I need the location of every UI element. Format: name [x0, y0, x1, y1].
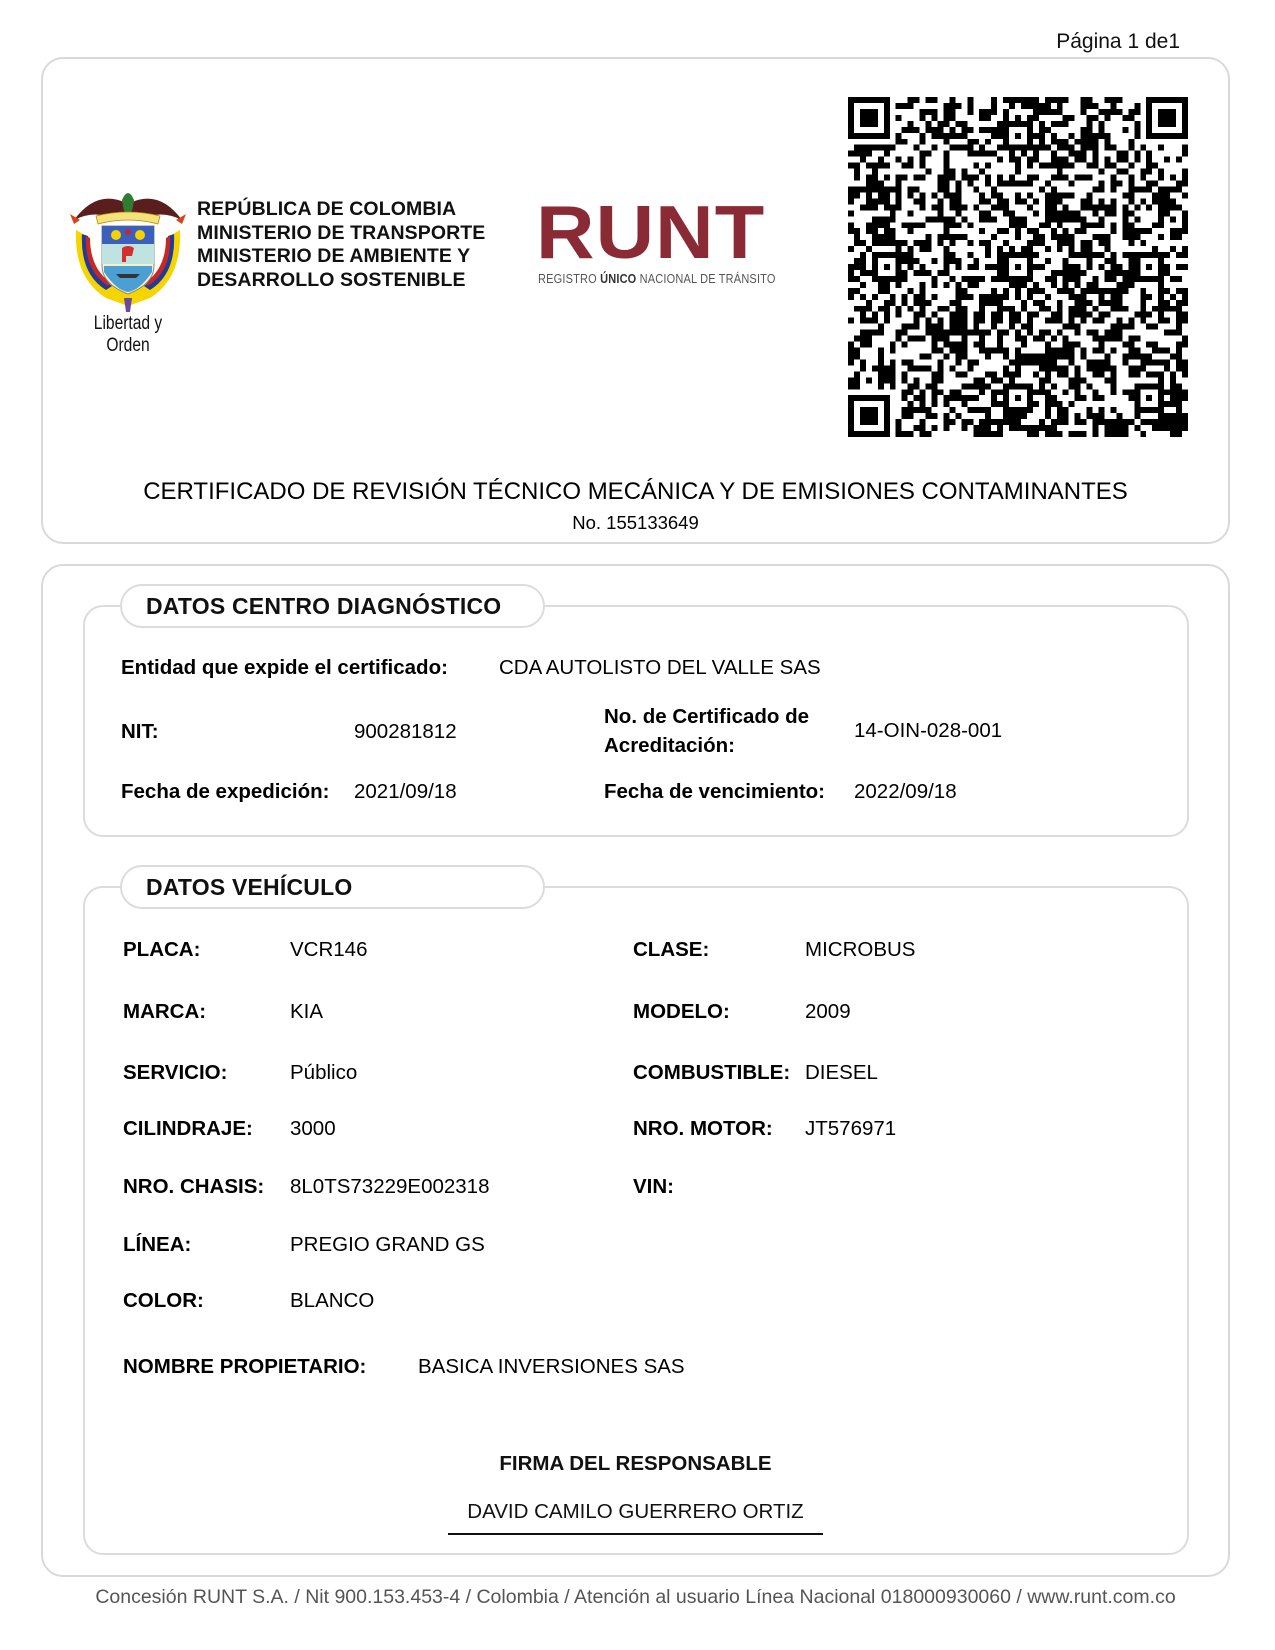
fuel-label: COMBUSTIBLE: — [633, 1061, 791, 1084]
service-value: Público — [290, 1061, 358, 1084]
color-label: COLOR: — [123, 1289, 204, 1312]
chassis-number-label: NRO. CHASIS: — [123, 1175, 265, 1198]
expiry-date-value: 2022/09/18 — [854, 780, 957, 803]
expiry-date-label: Fecha de vencimiento: — [604, 780, 826, 803]
engine-number-label: NRO. MOTOR: — [633, 1117, 773, 1140]
vin-label: VIN: — [633, 1175, 674, 1198]
coat-of-arms-motto: Libertad y Orden — [93, 313, 163, 356]
government-line: DESARROLLO SOSTENIBLE — [197, 268, 466, 291]
government-line: MINISTERIO DE TRANSPORTE — [197, 221, 486, 244]
plate-value: VCR146 — [290, 938, 368, 961]
issue-date-value: 2021/09/18 — [354, 780, 457, 803]
accreditation-label-line2: Acreditación: — [604, 734, 735, 757]
certificate-title: CERTIFICADO DE REVISIÓN TÉCNICO MECÁNICA Y DE EMISIONES CONTAMINANTES — [143, 478, 1128, 505]
entity-label: Entidad que expide el certificado: — [121, 656, 448, 679]
engine-number-value: JT576971 — [805, 1117, 897, 1140]
government-line: MINISTERIO DE AMBIENTE Y — [197, 245, 471, 267]
model-value: 2009 — [805, 1000, 851, 1023]
nit-value: 900281812 — [354, 720, 457, 743]
owner-label: NOMBRE PROPIETARIO: — [123, 1355, 367, 1378]
page-indicator: Página 1 de1 — [1056, 30, 1180, 53]
color-value: BLANCO — [290, 1289, 375, 1312]
signature-title: FIRMA DEL RESPONSABLE — [499, 1452, 772, 1475]
class-label: CLASE: — [633, 938, 710, 961]
accreditation-label-line1: No. de Certificado de — [604, 705, 810, 728]
displacement-label: CILINDRAJE: — [123, 1117, 253, 1140]
diagnostic-center-title: DATOS CENTRO DIAGNÓSTICO — [120, 584, 545, 628]
accreditation-value: 14-OIN-028-001 — [854, 719, 1003, 742]
vehicle-title: DATOS VEHÍCULO — [120, 865, 545, 909]
runt-logo: RUNT — [536, 190, 766, 274]
class-value: MICROBUS — [805, 938, 916, 961]
government-line: REPÚBLICA DE COLOMBIA — [197, 198, 457, 220]
chassis-number-value: 8L0TS73229E002318 — [290, 1175, 490, 1198]
model-label: MODELO: — [633, 1000, 730, 1023]
service-label: SERVICIO: — [123, 1061, 228, 1084]
line-value: PREGIO GRAND GS — [290, 1233, 485, 1256]
line-label: LÍNEA: — [123, 1233, 192, 1256]
plate-label: PLACA: — [123, 938, 201, 961]
brand-label: MARCA: — [123, 1000, 207, 1023]
nit-label: NIT: — [121, 720, 159, 743]
runt-subtitle-post: NACIONAL DE TRÁNSITO — [636, 272, 776, 286]
footer-text: Concesión RUNT S.A. / Nit 900.153.453-4 / Colombia / Atención al usuario Línea Nacional 018000930060 / www.runt.com.co — [95, 1586, 1176, 1608]
displacement-value: 3000 — [290, 1117, 336, 1140]
qr-code-icon — [848, 97, 1188, 437]
accreditation-label — [604, 702, 809, 760]
government-heading — [197, 198, 485, 292]
owner-value: BASICA INVERSIONES SAS — [418, 1355, 685, 1378]
issue-date-label: Fecha de expedición: — [121, 780, 330, 803]
signature-line — [448, 1533, 823, 1535]
signature-name: DAVID CAMILO GUERRERO ORTIZ — [467, 1500, 804, 1523]
brand-value: KIA — [290, 1000, 324, 1023]
colombia-coat-of-arms-icon — [66, 186, 190, 312]
fuel-value: DIESEL — [805, 1061, 878, 1084]
runt-logo-subtitle — [538, 272, 776, 286]
certificate-number: No. 155133649 — [572, 512, 699, 533]
entity-value: CDA AUTOLISTO DEL VALLE SAS — [499, 656, 821, 679]
runt-subtitle-pre: REGISTRO — [538, 272, 601, 286]
runt-subtitle-bold: ÚNICO — [600, 272, 637, 286]
